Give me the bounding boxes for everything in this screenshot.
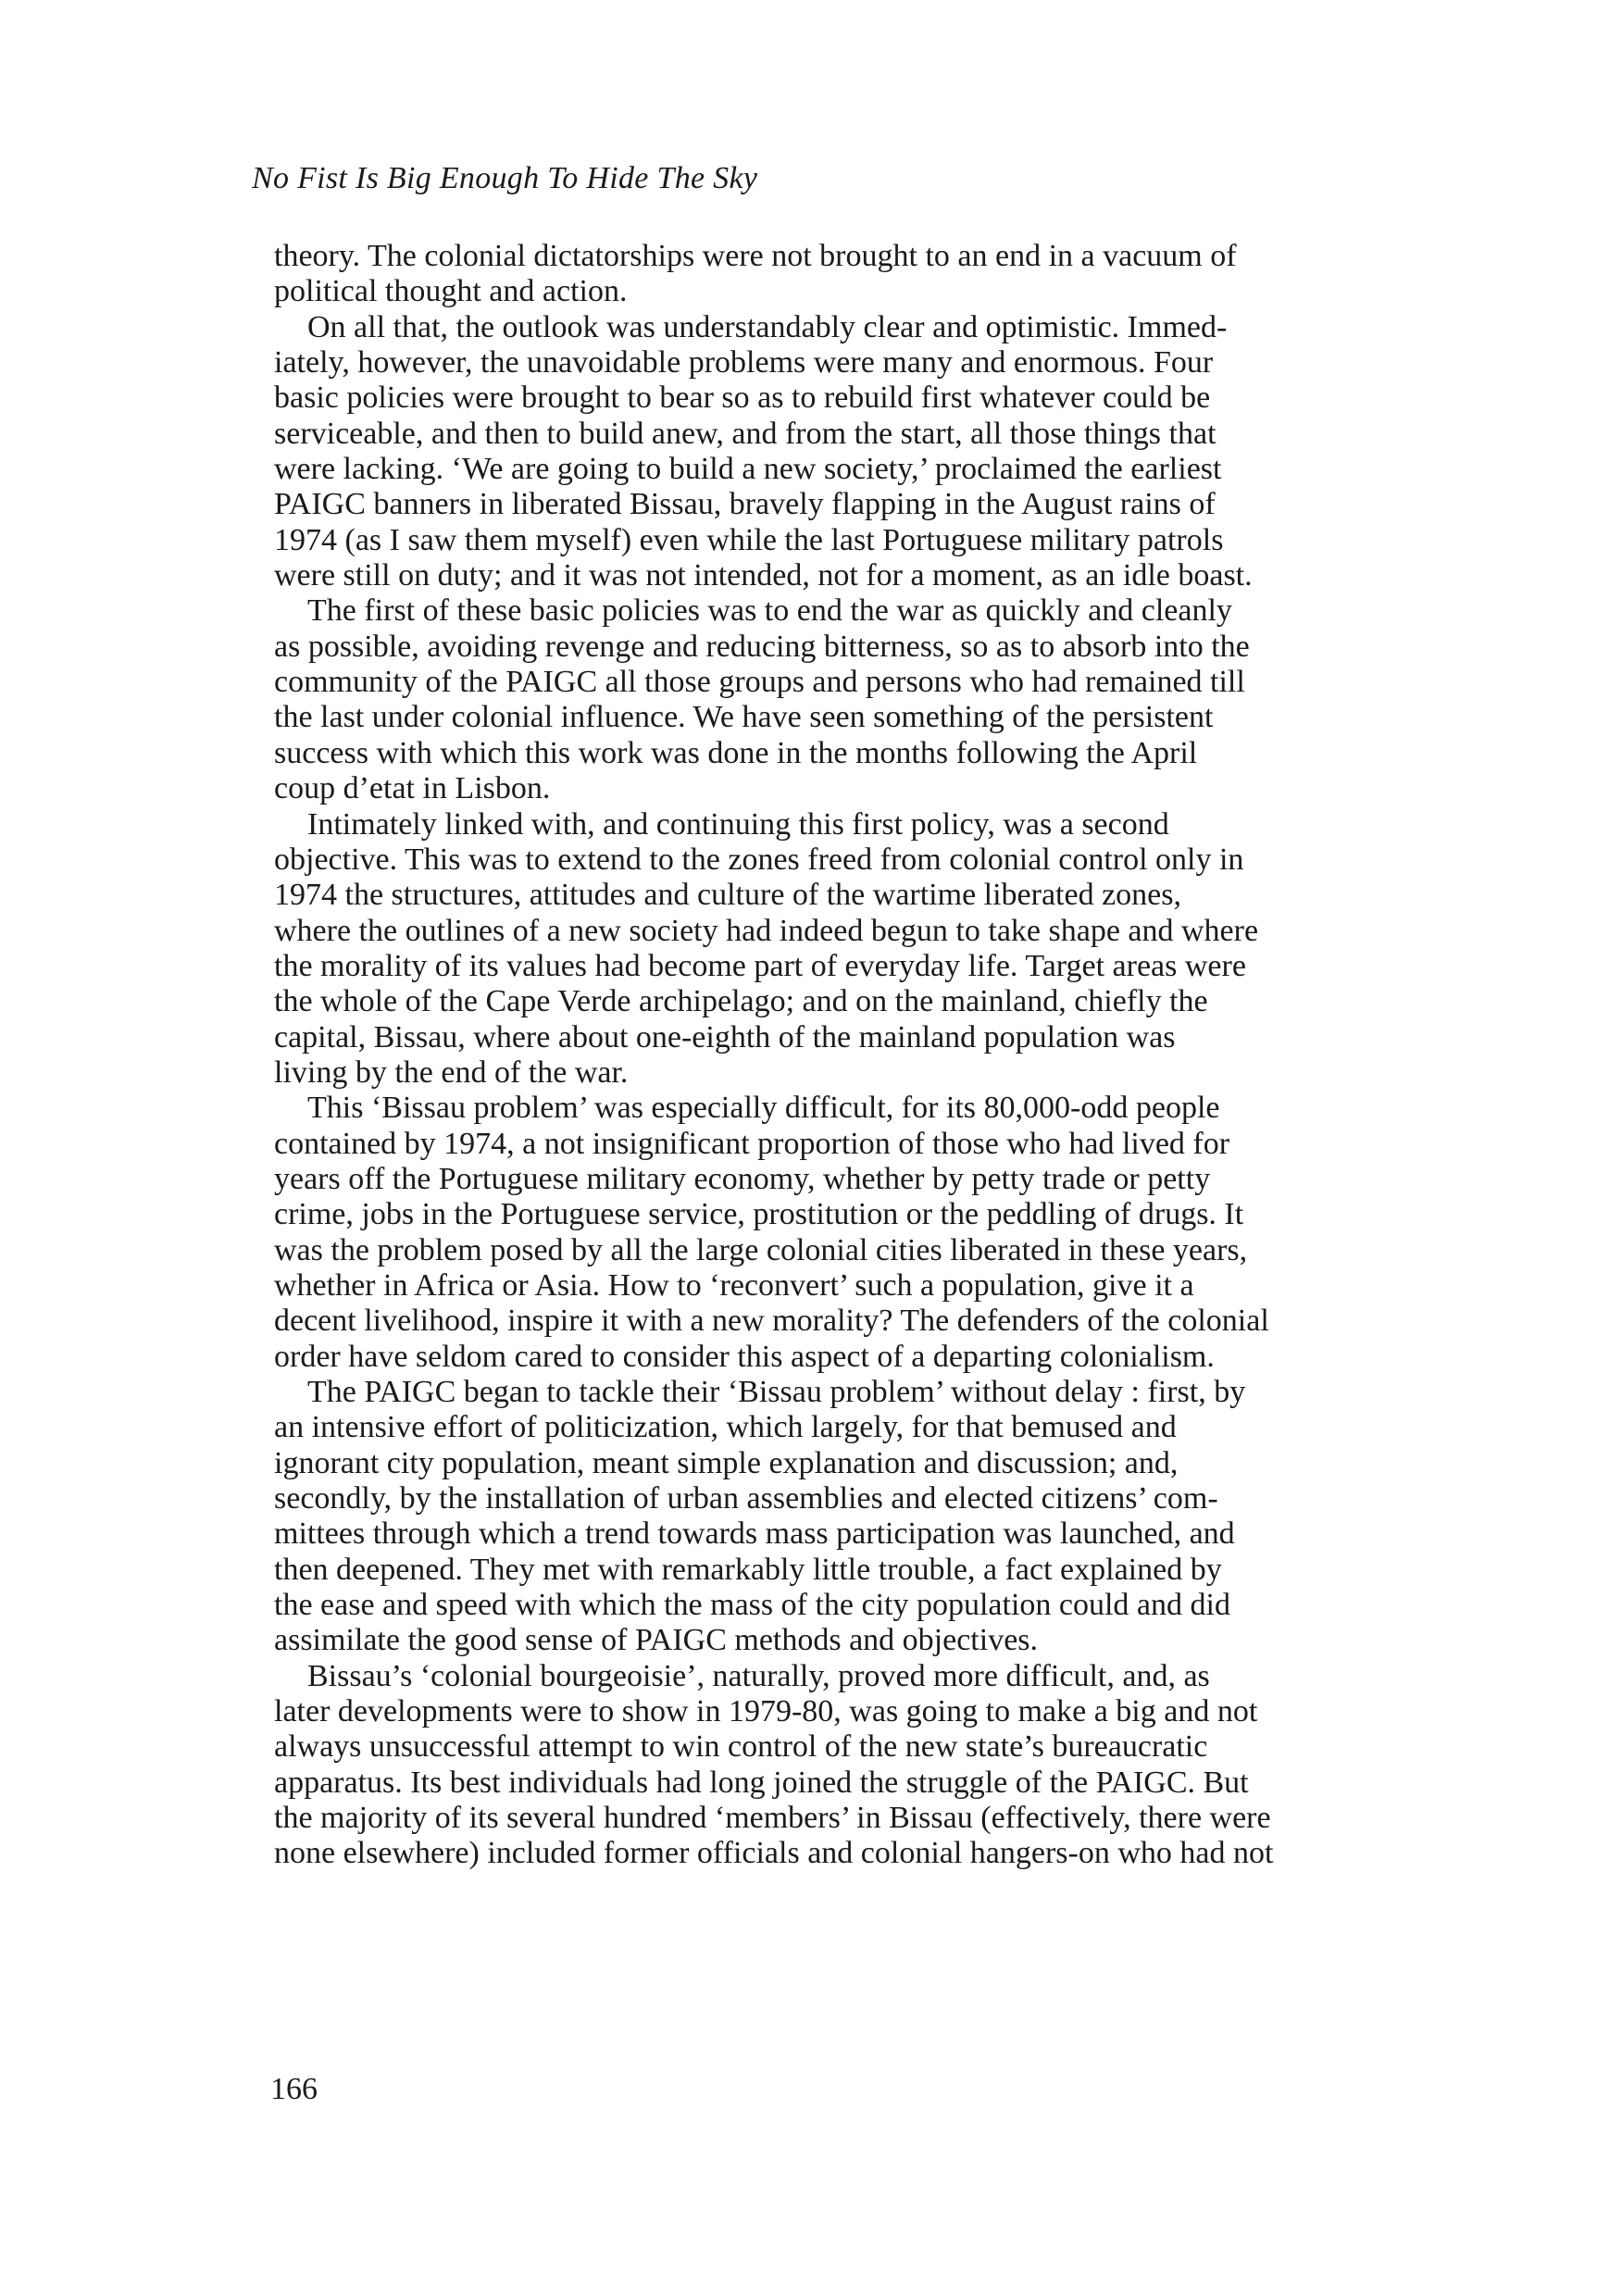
text-line: PAIGC banners in liberated Bissau, bravely flapping in the August rains of	[274, 487, 1216, 522]
paragraph-first-line: The first of these basic policies was to end the war as quickly and cleanly	[307, 593, 1232, 629]
text-line: iately, however, the unavoidable problems were many and enormous. Four	[274, 345, 1214, 381]
text-line: 1974 the structures, attitudes and culture of the wartime liberated zones,	[274, 878, 1182, 913]
text-line: the last under colonial influence. We have seen something of the persistent	[274, 700, 1214, 735]
paragraph-first-line: Bissau’s ‘colonial bourgeoisie’, naturally, proved more difficult, and, as	[307, 1658, 1210, 1693]
text-line: contained by 1974, a not insignificant proportion of those who had lived for	[274, 1126, 1230, 1161]
text-line: serviceable, and then to build anew, and from the start, all those things that	[274, 416, 1216, 451]
text-line: coup d’etat in Lisbon.	[274, 771, 551, 806]
text-line: crime, jobs in the Portuguese service, prostitution or the peddling of drugs. It	[274, 1197, 1244, 1232]
body-text	[274, 239, 1381, 1872]
text-line: ignorant city population, meant simple explanation and discussion; and,	[274, 1445, 1179, 1480]
paragraph-first-line: Intimately linked with, and continuing this first policy, was a second	[307, 806, 1169, 842]
text-line: apparatus. Its best individuals had long joined the struggle of the PAIGC. But	[274, 1765, 1249, 1800]
text-line: order have seldom cared to consider this aspect of a departing colonialism.	[274, 1339, 1215, 1374]
text-line: years off the Portuguese military economy, whether by petty trade or petty	[274, 1161, 1211, 1196]
text-line: an intensive effort of politicization, which largely, for that bemused and	[274, 1410, 1177, 1445]
text-line: then deepened. They met with remarkably little trouble, a fact explained by	[274, 1552, 1222, 1587]
text-line: theory. The colonial dictatorships were not brought to an end in a vacuum of	[274, 239, 1237, 273]
paragraph-first-line: The PAIGC began to tackle their ‘Bissau problem’ without delay : first, by	[307, 1375, 1246, 1409]
text-line: were lacking. ‘We are going to build a new society,’ proclaimed the earliest	[274, 452, 1222, 487]
paragraph-first-line: On all that, the outlook was understandably clear and optimistic. Immed-	[307, 309, 1228, 344]
text-line: living by the end of the war.	[274, 1054, 629, 1090]
page-number: 166	[270, 2072, 318, 2106]
text-line: none elsewhere) included former officials and colonial hangers-on who had not	[274, 1836, 1274, 1871]
text-line: later developments were to show in 1979-80, was going to make a big and not	[274, 1694, 1258, 1729]
text-line: the ease and speed with which the mass of the city population could and did	[274, 1588, 1230, 1623]
text-line: the majority of its several hundred ‘members’ in Bissau (effectively, there were	[274, 1801, 1271, 1836]
text-line: capital, Bissau, where about one-eighth of the mainland population was	[274, 1019, 1176, 1054]
text-line: were still on duty; and it was not intended, not for a moment, as an idle boast.	[274, 558, 1253, 593]
text-line: objective. This was to extend to the zones freed from colonial control only in	[274, 842, 1244, 877]
text-line: whether in Africa or Asia. How to ‘reconvert’ such a population, give it a	[274, 1267, 1194, 1303]
text-line: the whole of the Cape Verde archipelago; and on the mainland, chiefly the	[274, 984, 1208, 1019]
text-line: the morality of its values had become part of everyday life. Target areas were	[274, 948, 1246, 983]
text-line: basic policies were brought to bear so as to rebuild first whatever could be	[274, 381, 1211, 416]
text-line: secondly, by the installation of urban assemblies and elected citizens’ com-	[274, 1481, 1218, 1516]
text-line: decent livelihood, inspire it with a new morality? The defenders of the colonial	[274, 1304, 1269, 1339]
text-line: assimilate the good sense of PAIGC methods and objectives.	[274, 1623, 1039, 1658]
paragraph-first-line: This ‘Bissau problem’ was especially difficult, for its 80,000-odd people	[307, 1091, 1220, 1126]
text-line: was the problem posed by all the large colonial cities liberated in these years,	[274, 1232, 1248, 1267]
running-head: No Fist Is Big Enough To Hide The Sky	[252, 161, 758, 195]
text-line: success with which this work was done in the months following the April	[274, 735, 1198, 770]
text-line: as possible, avoiding revenge and reducing bitterness, so as to absorb into the	[274, 629, 1250, 664]
text-line: mittees through which a trend towards mass participation was launched, and	[274, 1516, 1235, 1552]
text-line: community of the PAIGC all those groups and persons who had remained till	[274, 665, 1245, 700]
text-line: 1974 (as I saw them myself) even while the last Portuguese military patrols	[274, 522, 1224, 557]
text-line: where the outlines of a new society had indeed begun to take shape and where	[274, 913, 1259, 948]
text-line: always unsuccessful attempt to win control of the new state’s bureaucratic	[274, 1729, 1208, 1765]
text-line: political thought and action.	[274, 274, 628, 309]
